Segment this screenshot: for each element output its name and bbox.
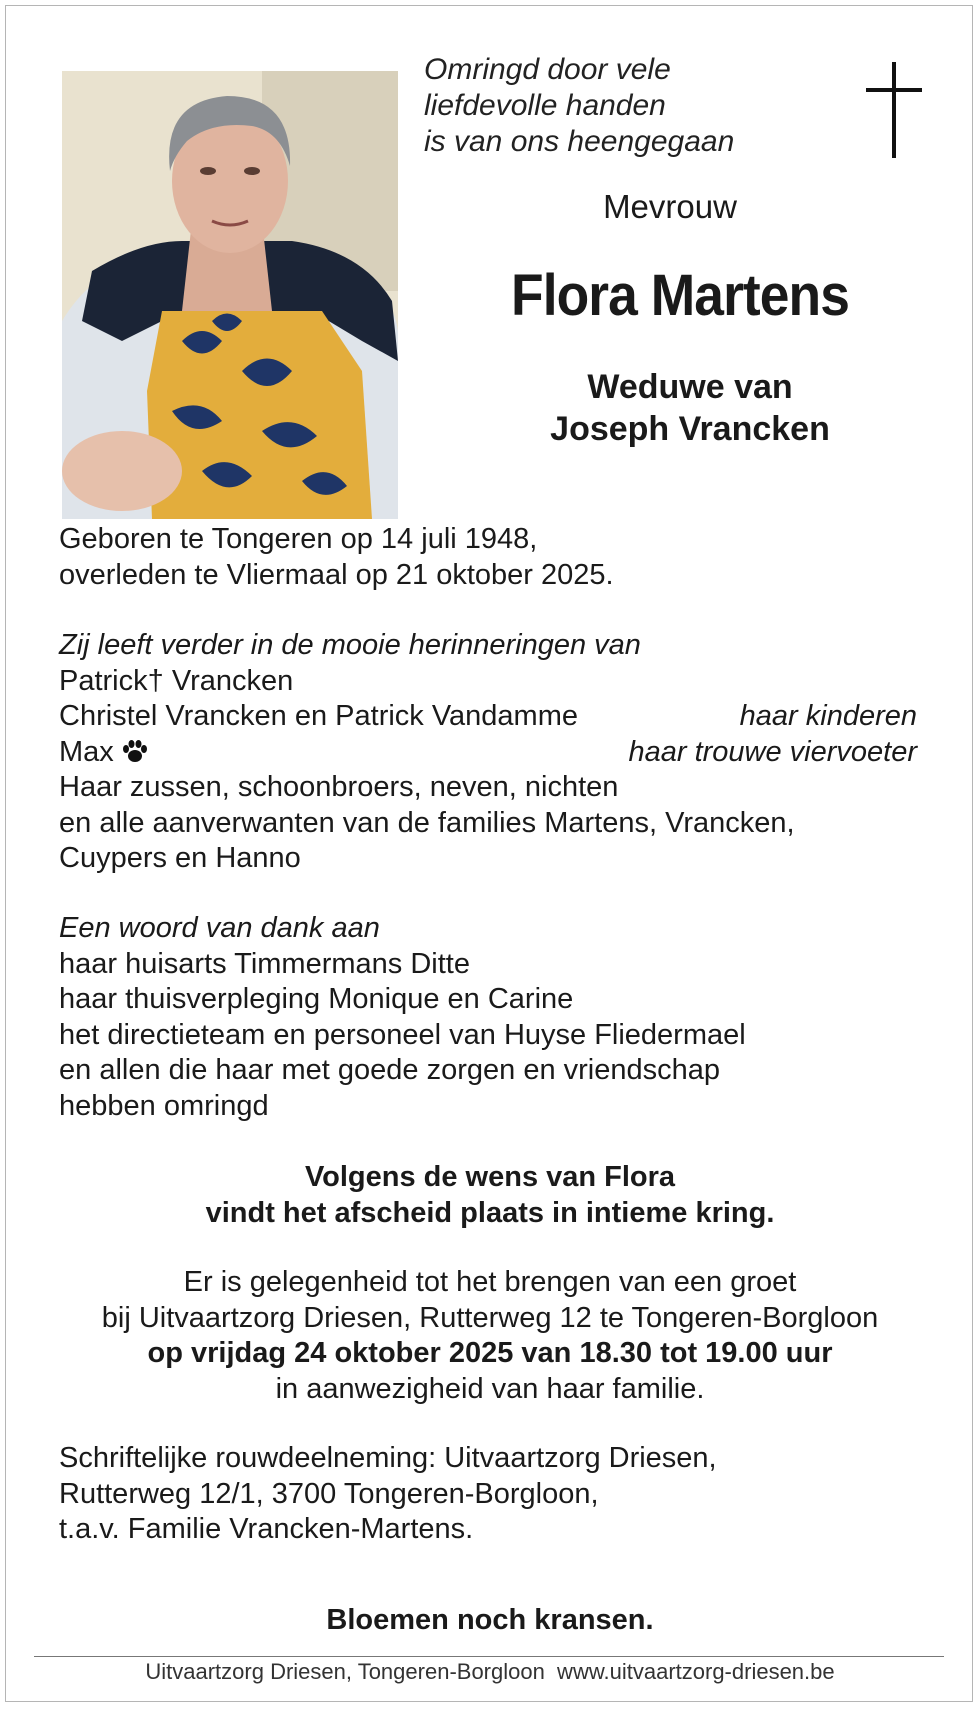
visit-line: bij Uitvaartzorg Driesen, Rutterweg 12 te Tongeren-Borgloon: [101, 1301, 879, 1334]
family-name: Max: [59, 735, 114, 768]
spouse-line: Weduwe van: [587, 368, 793, 406]
visit-line: Er is gelegenheid tot het brengen van een groet: [183, 1266, 797, 1298]
birth-death: [59, 522, 917, 593]
condolence-section: [59, 1441, 917, 1548]
footer-divider: [34, 1656, 944, 1657]
spouse-info: [440, 366, 940, 450]
family-row: [59, 664, 917, 700]
relatives-line: en alle aanverwanten van de families Martens, Vrancken,: [59, 806, 795, 839]
thanks-line: haar thuisverpleging Monique en Carine: [59, 983, 574, 1015]
condolence-line: Rutterweg 12/1, 3700 Tongeren-Borgloon,: [59, 1477, 599, 1510]
intro-line: liefdevolle handen: [424, 89, 666, 122]
thanks-intro: Een woord van dank aan: [59, 912, 380, 944]
family-row: [59, 735, 917, 771]
visit-line: in aanwezigheid van haar familie.: [275, 1372, 705, 1405]
death-line: overleden te Vliermaal op 21 oktober 2025.: [59, 558, 614, 591]
wish-line: vindt het afscheid plaats in intieme kring.: [205, 1196, 775, 1229]
visit-datetime: op vrijdag 24 oktober 2025 van 18.30 tot 19.00 uur: [147, 1337, 833, 1369]
family-relation: haar trouwe viervoeter: [628, 735, 917, 768]
condolence-line: Schriftelijke rouwdeelneming: Uitvaartzorg Driesen,: [59, 1442, 717, 1474]
thanks-line: hebben omringd: [59, 1089, 269, 1122]
thanks-line: en allen die haar met goede zorgen en vriendschap: [59, 1054, 721, 1086]
cross-icon: [866, 62, 922, 158]
visit-section: [0, 1265, 980, 1407]
paw-icon: [122, 739, 148, 763]
relatives-line: Haar zussen, schoonbroers, neven, nichten: [59, 771, 619, 803]
memories-intro: Zij leeft verder in de mooie herinneringen van: [59, 629, 641, 661]
thanks-line: het directieteam en personeel van Huyse Fliedermael: [59, 1018, 746, 1051]
wish-section: [0, 1160, 980, 1231]
family-name: Patrick† Vrancken: [59, 664, 294, 697]
portrait-photo: [62, 71, 398, 519]
deceased-name: Flora Martens: [511, 263, 849, 328]
intro-verse: [424, 52, 734, 160]
family-relation: haar kinderen: [739, 700, 917, 732]
thanks-section: [59, 911, 917, 1124]
family-row: [59, 699, 917, 735]
intro-line: Omringd door vele: [424, 53, 671, 86]
condolence-line: t.a.v. Familie Vrancken-Martens.: [59, 1513, 474, 1545]
footer-text: Uitvaartzorg Driesen, Tongeren-Borgloon www.uitvaartzorg-driesen.be: [145, 1659, 835, 1684]
flowers-note: Bloemen noch kransen.: [326, 1604, 654, 1636]
salutation: Mevrouw: [603, 188, 737, 225]
thanks-line: haar huisarts Timmermans Ditte: [59, 947, 470, 980]
family-section: [59, 628, 917, 877]
relatives-line: Cuypers en Hanno: [59, 842, 301, 874]
wish-line: Volgens de wens van Flora: [304, 1161, 676, 1193]
intro-line: is van ons heengegaan: [424, 125, 735, 158]
spouse-line: Joseph Vrancken: [550, 410, 830, 448]
family-name: Christel Vrancken en Patrick Vandamme: [59, 700, 578, 732]
birth-line: Geboren te Tongeren op 14 juli 1948,: [59, 523, 538, 555]
